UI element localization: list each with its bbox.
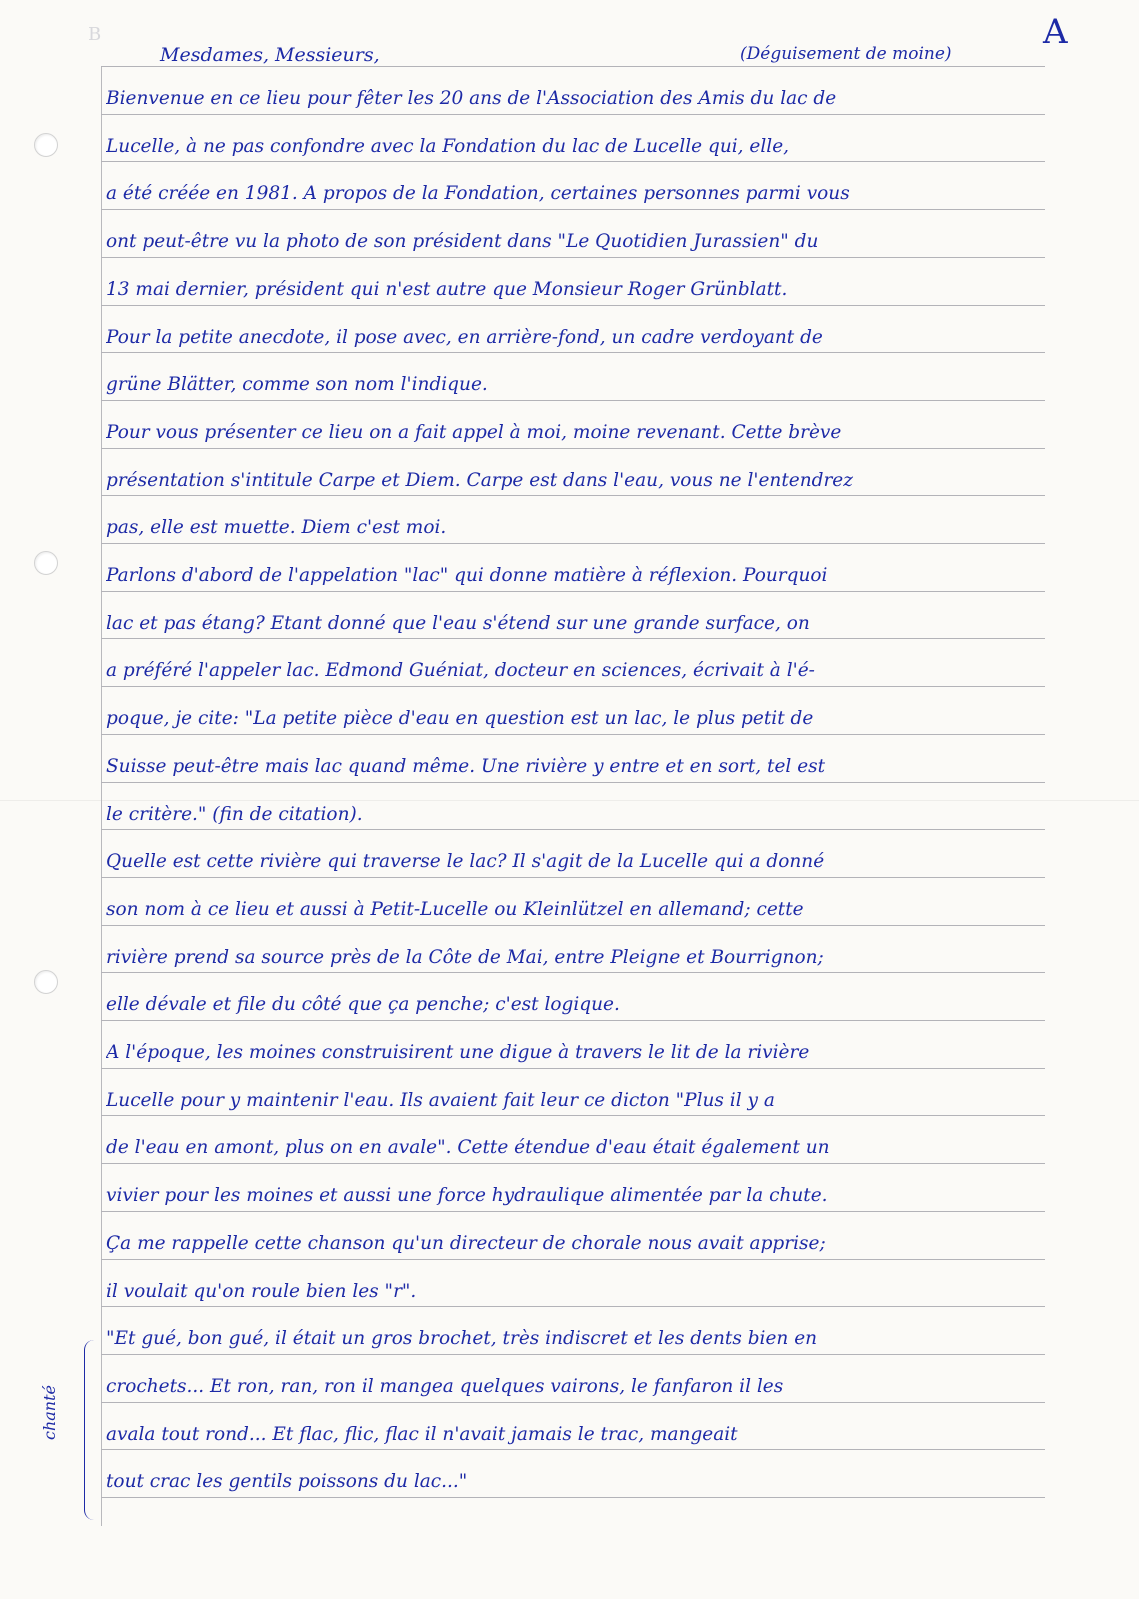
sung-label: chanté [40, 1384, 59, 1440]
text-line: son nom à ce lieu et aussi à Petit-Lucelle ou Kleinlützel en allemand; cette [106, 898, 804, 920]
text-line: tout crac les gentils poissons du lac..." [106, 1471, 468, 1493]
punch-hole-top [34, 133, 58, 157]
text-line: Pour vous présenter ce lieu on a fait appel à moi, moine revenant. Cette brève [106, 421, 842, 443]
costume-note: (Déguisement de moine) [740, 44, 952, 64]
text-line: Ça me rappelle cette chanson qu'un directeur de chorale nous avait apprise; [106, 1232, 826, 1254]
sung-bracket [84, 1340, 99, 1520]
ruled-line [101, 66, 1045, 67]
text-line: Parlons d'abord de l'appelation "lac" qui donne matière à réflexion. Pourquoi [106, 565, 828, 586]
punch-hole-bottom [34, 970, 58, 994]
text-line: A l'époque, les moines construisirent une digue à travers le lit de la rivière [106, 1042, 810, 1063]
text-line: le critère." (fin de citation). [106, 803, 363, 825]
bleed-through-mark: B [88, 24, 102, 45]
text-line: "Et gué, bon gué, il était un gros brochet, très indiscret et les dents bien en [106, 1328, 818, 1350]
text-line: crochets... Et ron, ran, ron il mangea quelques vairons, le fanfaron il les [106, 1375, 784, 1397]
text-line: ont peut-être vu la photo de son président dans "Le Quotidien Jurassien" du [106, 231, 819, 253]
text-line: Lucelle, à ne pas confondre avec la Fondation du lac de Lucelle qui, elle, [106, 135, 790, 157]
text-line: poque, je cite: "La petite pièce d'eau en question est un lac, le plus petit de [106, 708, 814, 730]
text-line: lac et pas étang? Etant donné que l'eau s'étend sur une grande surface, on [106, 612, 810, 634]
page-letter: A [1043, 12, 1068, 52]
text-line: rivière prend sa source près de la Côte de Mai, entre Pleigne et Bourrignon; [106, 946, 824, 968]
text-line: Pour la petite anecdote, il pose avec, en arrière-fond, un cadre verdoyant de [106, 326, 823, 348]
text-line: présentation s'intitule Carpe et Diem. Carpe est dans l'eau, vous ne l'entendrez [106, 469, 854, 491]
text-line: grüne Blätter, comme son nom l'indique. [106, 374, 488, 396]
text-line: de l'eau en amont, plus on en avale". Cette étendue d'eau était également un [106, 1137, 830, 1159]
text-line: Suisse peut-être mais lac quand même. Une rivière y entre et en sort, tel est [106, 755, 826, 777]
text-line: vivier pour les moines et aussi une force hydraulique alimentée par la chute. [106, 1185, 828, 1207]
text-line: Bienvenue en ce lieu pour fêter les 20 ans de l'Association des Amis du lac de [106, 88, 837, 109]
text-line: pas, elle est muette. Diem c'est moi. [106, 517, 447, 539]
text-line: il voulait qu'on roule bien les "r". [106, 1280, 417, 1302]
text-line: a préféré l'appeler lac. Edmond Guéniat, docteur en sciences, écrivait à l'é- [106, 660, 815, 682]
text-line: avala tout rond... Et flac, flic, flac il n'avait jamais le trac, mangeait [106, 1423, 738, 1445]
text-line: Lucelle pour y maintenir l'eau. Ils avaient fait leur ce dicton "Plus il y a [106, 1089, 775, 1111]
salutation: Mesdames, Messieurs, [160, 44, 380, 66]
text-line: elle dévale et file du côté que ça penche; c'est logique. [106, 994, 620, 1016]
text-line: 13 mai dernier, président qui n'est autre que Monsieur Roger Grünblatt. [106, 278, 788, 300]
text-line: Quelle est cette rivière qui traverse le lac? Il s'agit de la Lucelle qui a donné [106, 851, 825, 873]
text-line: a été créée en 1981. A propos de la Fondation, certaines personnes parmi vous [106, 183, 850, 205]
punch-hole-middle [34, 551, 58, 575]
